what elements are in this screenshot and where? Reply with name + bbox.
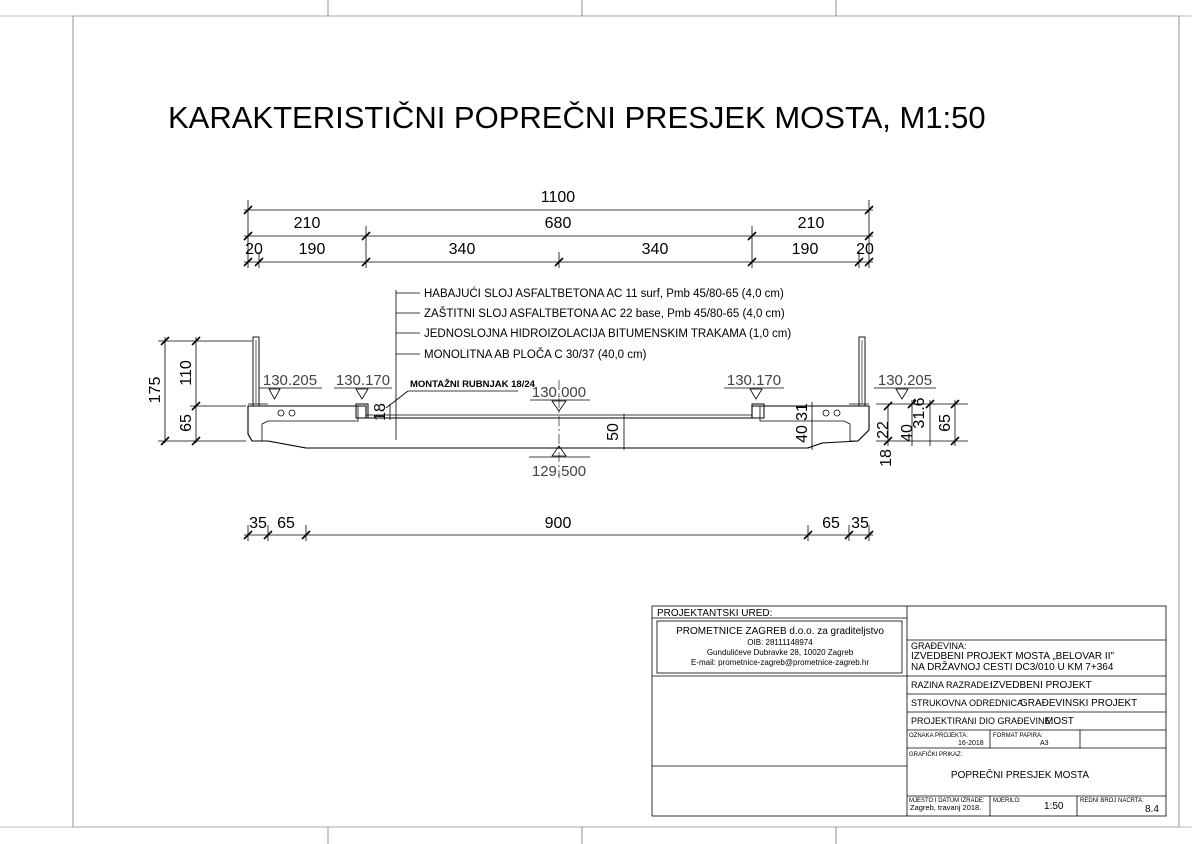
- drawing-title: KARAKTERISTIČNI POPREČNI PRESJEK MOSTA, M1:50: [168, 100, 986, 135]
- dim-left-lane: 340: [448, 241, 476, 258]
- tb-building-line1: IZVEDBENI PROJEKT MOSTA „BELOVAR II": [911, 651, 1115, 662]
- dim-bottom-1: 35: [249, 515, 267, 532]
- curb-note-leader: [386, 391, 518, 408]
- tb-email: E-mail: prometnice-zagreb@prometnice-zagreb.hr: [691, 658, 869, 667]
- dim-slab-thickness: 50: [605, 423, 622, 441]
- dim-right-a: 22: [875, 421, 892, 439]
- tb-part-label: PROJEKTIRANI DIO GRAĐEVINE:: [911, 716, 1054, 726]
- tb-discipline-label: STRUKOVNA ODREDNICA:: [911, 698, 1026, 708]
- tb-scale-value: 1:50: [1044, 801, 1064, 812]
- dim-bottom-5: 35: [851, 515, 869, 532]
- layer-1: HABAJUĆI SLOJ ASFALTBETONA AC 11 surf, Pmb 45/80-65 (4,0 cm): [424, 288, 784, 300]
- dim-right-sidewalk: 210: [797, 215, 825, 232]
- tb-company: PROMETNICE ZAGREB d.o.o. za graditeljstvo: [676, 626, 884, 637]
- dim-total-height: 175: [147, 376, 164, 404]
- dim-right-cap: 31: [794, 403, 811, 421]
- tb-place-label: MJESTO I DATUM IZRADE:: [909, 798, 985, 804]
- dim-bottom-3: 900: [544, 515, 572, 532]
- dim-right-walk: 190: [791, 241, 819, 258]
- dim-bottom-4: 65: [822, 515, 840, 532]
- tb-sheet-label: REDNI BROJ NACRTA:: [1080, 798, 1144, 804]
- tb-office-label: PROJEKTANTSKI URED:: [657, 608, 773, 619]
- tb-oib: OIB: 28111148974: [747, 638, 813, 647]
- elevation-markers: [259, 388, 936, 457]
- tb-graphic-value: POPREČNI PRESJEK MOSTA: [950, 770, 1090, 781]
- tb-graphic-label: GRAFIČKI PRIKAZ:: [909, 752, 963, 758]
- tb-sheet-value: 8.4: [1145, 804, 1159, 815]
- dim-carriageway: 680: [544, 215, 572, 232]
- dim-left-sidewalk: 210: [293, 215, 321, 232]
- tb-project-no-label: OZNAKA PROJEKTA:: [909, 733, 968, 739]
- tb-scale-label: MJERILO:: [993, 798, 1021, 804]
- top-dimensions: [244, 200, 873, 268]
- layer-3: JEDNOSLOJNA HIDROIZOLACIJA BITUMENSKIM TRAKAMA (1,0 cm): [424, 328, 792, 340]
- left-vertical-dimensions: [158, 337, 252, 445]
- dim-right-c: 31.6: [911, 397, 928, 429]
- dim-left-walk: 190: [298, 241, 326, 258]
- tb-discipline-value: GRAĐEVINSKI PROJEKT: [1020, 698, 1138, 709]
- title-block: [652, 606, 1166, 816]
- dim-left-edge: 20: [245, 241, 263, 258]
- tb-project-no: 16-2018: [958, 740, 984, 747]
- dim-right-lane: 340: [641, 241, 669, 258]
- tb-format-label: FORMAT PAPIRA:: [993, 733, 1043, 739]
- dim-curb-height: 18: [372, 403, 389, 421]
- tb-address: Gundulićeve Dubravke 28, 10020 Zagreb: [706, 648, 854, 657]
- layer-2: ZAŠTITNI SLOJ ASFALTBETONA AC 22 base, Pmb 45/80-65 (4,0 cm): [424, 308, 785, 320]
- inner-dimensions: [390, 402, 812, 450]
- dim-railing-height: 110: [178, 360, 195, 386]
- tb-level-label: RAZINA RAZRADE:: [911, 680, 992, 690]
- dim-bottom-2: 65: [277, 515, 295, 532]
- dim-right-d: 65: [937, 414, 954, 432]
- elevation-right-edge: 130.205: [877, 372, 933, 389]
- elevation-bottom: 129.500: [531, 463, 587, 480]
- layer-4: MONOLITNA AB PLOČA C 30/37 (40,0 cm): [424, 349, 647, 361]
- curb-note: MONTAŽNI RUBNJAK 18/24: [410, 379, 535, 390]
- elevation-left-curb: 130.170: [335, 372, 391, 389]
- tb-format: A3: [1040, 740, 1049, 747]
- tb-building-label: GRAĐEVINA:: [911, 641, 967, 651]
- elevation-right-curb: 130.170: [726, 372, 782, 389]
- tb-building-line2: NA DRŽAVNOJ CESTI DC3/010 U KM 7+364: [911, 662, 1114, 673]
- tb-place-value: Zagreb, travanj 2018.: [910, 803, 982, 812]
- tb-level-value: IZVEDBENI PROJEKT: [990, 680, 1092, 691]
- elevation-center: 130.000: [531, 384, 587, 401]
- elevation-left-edge: 130.205: [262, 372, 318, 389]
- dim-right-b: 40: [899, 424, 916, 442]
- dim-right-e: 18: [878, 449, 895, 467]
- tb-part-value: MOST: [1045, 716, 1074, 727]
- dim-total-width: 1100: [540, 189, 576, 206]
- dim-right-edge: 20: [856, 241, 874, 258]
- dim-right-slab: 40: [794, 425, 811, 443]
- dim-cap-height: 65: [178, 414, 195, 432]
